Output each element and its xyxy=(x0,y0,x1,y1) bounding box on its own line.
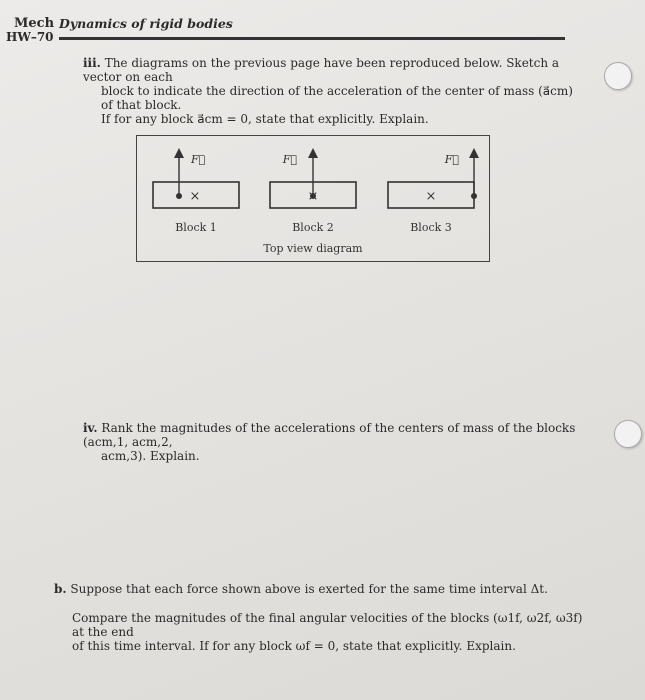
page-title: Dynamics of rigid bodies xyxy=(59,16,233,31)
block-2-center-mark: × xyxy=(307,189,319,204)
block-1-arrowhead xyxy=(174,148,184,158)
question-b-line2: Compare the magnitudes of the final angular velocities of the blocks (ω1f, ω2f, ω3f) at the end xyxy=(72,611,583,639)
block-2-force-label: F⃗ xyxy=(282,153,297,166)
block-1-label: Block 1 xyxy=(175,221,217,234)
block-3-center-mark: × xyxy=(425,189,437,204)
question-iv-label: iv. xyxy=(83,421,98,435)
question-b-label: b. xyxy=(54,582,67,596)
block-3 xyxy=(388,148,479,234)
question-iii-line3: If for any block a⃗cm = 0, state that explicitly. Explain. xyxy=(101,112,429,126)
question-iii xyxy=(83,56,573,126)
answer-circle-iii[interactable] xyxy=(604,62,632,90)
header-rule xyxy=(59,37,565,40)
block-3-label: Block 3 xyxy=(410,221,452,234)
block-3-application-point xyxy=(471,193,477,199)
block-1-force-label: F⃗ xyxy=(191,153,206,166)
question-b-compare xyxy=(72,611,592,653)
question-b xyxy=(54,582,594,596)
question-iii-line1: The diagrams on the previous page have been reproduced below. Sketch a vector on each xyxy=(83,56,560,84)
question-iv xyxy=(83,421,603,463)
block-1-application-point xyxy=(176,193,182,199)
question-iii-label: iii. xyxy=(83,56,101,70)
block-2 xyxy=(263,148,363,255)
diagram-caption: Top view diagram xyxy=(263,242,363,255)
block-2-label: Block 2 xyxy=(292,221,334,234)
homework-number: HW–70 xyxy=(6,30,54,44)
block-3-force-label: F⃗ xyxy=(444,153,459,166)
question-iv-line1: Rank the magnitudes of the accelerations of the centers of mass of the blocks (acm,1, acm,2, xyxy=(83,421,576,449)
block-diagram-svg xyxy=(137,136,488,260)
block-2-arrowhead xyxy=(308,148,318,158)
block-1 xyxy=(153,148,239,234)
question-iii-line2: block to indicate the direction of the acceleration of the center of mass (a⃗cm) of that block. xyxy=(101,84,573,112)
course-label: Mech xyxy=(14,16,55,31)
question-b-line1: Suppose that each force shown above is exerted for the same time interval Δt. xyxy=(70,582,548,596)
block-1-center-mark: × xyxy=(189,189,201,204)
block-3-arrowhead xyxy=(469,148,479,158)
question-iv-line2: acm,3). Explain. xyxy=(101,449,200,463)
block-diagram xyxy=(136,135,490,262)
question-b-line3: of this time interval. If for any block ωf = 0, state that explicitly. Explain. xyxy=(72,639,516,653)
answer-circle-iv[interactable] xyxy=(614,420,642,448)
